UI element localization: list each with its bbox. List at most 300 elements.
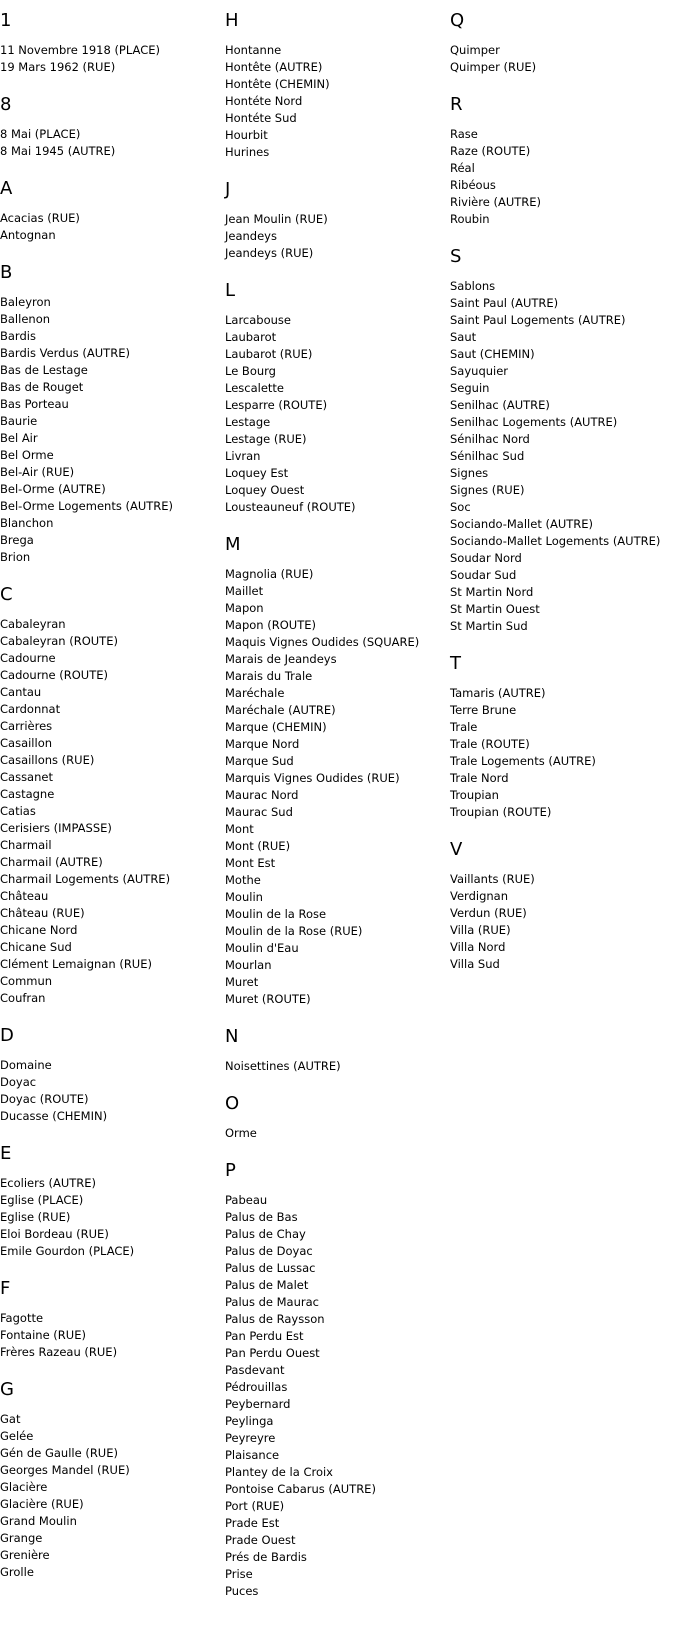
street-list-item [0, 1091, 225, 1108]
street-link[interactable]: Marque (CHEMIN) [225, 720, 327, 734]
street-link[interactable]: Hontéte Nord [225, 94, 303, 108]
street-list-item [225, 600, 450, 617]
street-link[interactable]: 11 Novembre 1918 (PLACE) [0, 43, 160, 57]
street-link[interactable]: Troupian [450, 788, 499, 802]
street-link[interactable]: Signes [450, 466, 489, 480]
street-link[interactable]: Senilhac Logements (AUTRE) [450, 415, 618, 429]
street-link[interactable]: Verdun (RUE) [450, 906, 527, 920]
street-list-item [0, 1513, 225, 1530]
street-list-item [0, 1175, 225, 1192]
street-list-item [225, 1243, 450, 1260]
street-link[interactable]: Soudar Sud [450, 568, 517, 582]
street-link[interactable]: Frères Razeau (RUE) [0, 1345, 118, 1359]
street-link[interactable]: Mapon [225, 601, 264, 615]
street-list [0, 42, 225, 76]
street-link[interactable]: Charmail [0, 838, 52, 852]
street-link[interactable]: Tamaris (AUTRE) [450, 686, 546, 700]
street-link[interactable]: Quimper [450, 43, 500, 57]
street-link[interactable]: Larcabouse [225, 313, 291, 327]
letter-group [0, 178, 225, 244]
street-list-item [225, 634, 450, 651]
street-list-item [225, 889, 450, 906]
street-list-item [450, 312, 675, 329]
street-link[interactable]: Castagne [0, 787, 55, 801]
street-link[interactable]: Mont Est [225, 856, 276, 870]
street-link[interactable]: Casaillons (RUE) [0, 753, 95, 767]
street-list-item [225, 93, 450, 110]
street-link[interactable]: Lesparre (ROUTE) [225, 398, 328, 412]
street-link[interactable]: Grange [0, 1531, 43, 1545]
street-link[interactable]: Rivière (AUTRE) [450, 195, 542, 209]
street-link[interactable]: 8 Mai 1945 (AUTRE) [0, 144, 116, 158]
street-link[interactable]: Muret (ROUTE) [225, 992, 311, 1006]
street-list-item [450, 702, 675, 719]
street-list-item [0, 922, 225, 939]
street-link[interactable]: Antognan [0, 228, 56, 242]
street-link[interactable]: St Martin Sud [450, 619, 528, 633]
street-list-item [0, 126, 225, 143]
street-list-item [225, 1549, 450, 1566]
street-link[interactable]: Troupian (ROUTE) [450, 805, 552, 819]
street-link[interactable]: Prade Est [225, 1516, 280, 1530]
street-list-item [0, 752, 225, 769]
street-link[interactable]: Saut (CHEMIN) [450, 347, 535, 361]
street-list-item [225, 787, 450, 804]
street-list-item [0, 820, 225, 837]
street-list-item [225, 1583, 450, 1600]
street-list-item [0, 769, 225, 786]
street-link[interactable]: Palus de Lussac [225, 1261, 316, 1275]
street-link[interactable]: Soc [450, 500, 471, 514]
street-link[interactable]: Vaillants (RUE) [450, 872, 535, 886]
street-list-item [0, 718, 225, 735]
street-list-item [225, 465, 450, 482]
street-link[interactable]: Sociando-Mallet Logements (AUTRE) [450, 534, 661, 548]
street-list-item [450, 956, 675, 973]
street-link[interactable]: Moulin [225, 890, 263, 904]
street-list-item [0, 616, 225, 633]
street-link[interactable]: Trale (ROUTE) [450, 737, 530, 751]
street-link[interactable]: Mothe [225, 873, 261, 887]
street-list-item [450, 550, 675, 567]
street-link[interactable]: Cadourne (ROUTE) [0, 668, 108, 682]
street-link[interactable]: Seguin [450, 381, 490, 395]
street-list-item [0, 939, 225, 956]
street-link[interactable]: Saint Paul Logements (AUTRE) [450, 313, 626, 327]
street-link[interactable]: Doyac [0, 1075, 37, 1089]
street-list-item [450, 533, 675, 550]
street-list [450, 278, 675, 635]
street-link[interactable]: Glacière (RUE) [0, 1497, 84, 1511]
street-link[interactable]: Fagotte [0, 1311, 44, 1325]
street-link[interactable]: Villa Sud [450, 957, 500, 971]
street-link[interactable]: Hourbit [225, 128, 268, 142]
street-link[interactable]: Lescalette [225, 381, 285, 395]
street-list-item [0, 837, 225, 854]
street-link[interactable]: Loquey Est [225, 466, 289, 480]
street-link[interactable]: Saint Paul (AUTRE) [450, 296, 559, 310]
street-link[interactable]: Palus de Doyac [225, 1244, 313, 1258]
street-list-item [450, 295, 675, 312]
street-link[interactable]: St Martin Nord [450, 585, 534, 599]
street-list-item [450, 397, 675, 414]
street-link[interactable]: Réal [450, 161, 475, 175]
street-list [225, 566, 450, 1008]
street-link[interactable]: Charmail Logements (AUTRE) [0, 872, 171, 886]
letter-group [0, 10, 225, 76]
street-link[interactable]: Maurac Nord [225, 788, 299, 802]
street-list-item [0, 1108, 225, 1125]
street-list-item [0, 396, 225, 413]
letter-group [225, 1160, 450, 1600]
street-link[interactable]: Villa (RUE) [450, 923, 511, 937]
street-link[interactable]: Cabaleyran [0, 617, 66, 631]
street-list-item [0, 532, 225, 549]
street-link[interactable]: Pan Perdu Ouest [225, 1346, 320, 1360]
street-link[interactable]: Sayuquier [450, 364, 509, 378]
street-link[interactable]: Laubarot (RUE) [225, 347, 313, 361]
street-link[interactable]: Palus de Raysson [225, 1312, 325, 1326]
letter-heading: S [450, 246, 462, 267]
street-link[interactable]: St Martin Ouest [450, 602, 540, 616]
street-link[interactable]: Marais du Trale [225, 669, 313, 683]
street-link[interactable]: Mapon (ROUTE) [225, 618, 316, 632]
street-link[interactable]: Pabeau [225, 1193, 268, 1207]
street-list-item [225, 668, 450, 685]
street-link[interactable]: Ribéous [450, 178, 496, 192]
street-list-item [450, 888, 675, 905]
street-list-item [225, 1532, 450, 1549]
street-list-item [225, 1379, 450, 1396]
street-link[interactable]: Sociando-Mallet (AUTRE) [450, 517, 594, 531]
street-link[interactable]: Livran [225, 449, 261, 463]
street-list-item [0, 1496, 225, 1513]
street-link[interactable]: Eglise (PLACE) [0, 1193, 84, 1207]
street-link[interactable]: Lestage [225, 415, 271, 429]
street-link[interactable]: Sénilhac Nord [450, 432, 530, 446]
street-link[interactable]: Eglise (RUE) [0, 1210, 71, 1224]
street-link[interactable]: Grand Moulin [0, 1514, 77, 1528]
street-link[interactable]: Trale [450, 720, 478, 734]
street-link[interactable]: Cardonnat [0, 702, 61, 716]
street-list-item [450, 278, 675, 295]
street-link[interactable]: Maquis Vignes Oudides (SQUARE) [225, 635, 420, 649]
letter-group [225, 179, 450, 262]
street-list-item [450, 211, 675, 228]
street-list-item [450, 465, 675, 482]
street-link[interactable]: Le Bourg [225, 364, 276, 378]
street-link[interactable]: Bardis [0, 329, 36, 343]
street-link[interactable]: Pontoise Cabarus (AUTRE) [225, 1482, 376, 1496]
street-link[interactable]: Maréchale [225, 686, 285, 700]
street-link[interactable]: Jeandeys (RUE) [225, 246, 314, 260]
street-link[interactable]: Gelée [0, 1429, 34, 1443]
street-link[interactable]: Fontaine (RUE) [0, 1328, 86, 1342]
street-link[interactable]: Bel Orme [0, 448, 54, 462]
street-link[interactable]: Catias [0, 804, 36, 818]
street-link[interactable]: Palus de Chay [225, 1227, 306, 1241]
street-list-item [225, 957, 450, 974]
street-link[interactable]: Clément Lemaignan (RUE) [0, 957, 152, 971]
street-link[interactable]: Château [0, 889, 49, 903]
street-link[interactable]: Hontête (CHEMIN) [225, 77, 330, 91]
street-link[interactable]: Loquey Ouest [225, 483, 305, 497]
street-list-item [450, 448, 675, 465]
street-list-item [225, 1345, 450, 1362]
street-list-item [0, 42, 225, 59]
street-list-item [0, 701, 225, 718]
street-list-item [0, 59, 225, 76]
street-link[interactable]: Cassanet [0, 770, 53, 784]
street-link[interactable]: Ducasse (CHEMIN) [0, 1109, 108, 1123]
street-link[interactable]: Bel-Air (RUE) [0, 465, 75, 479]
street-list-item [225, 245, 450, 262]
street-link[interactable]: Trale Nord [450, 771, 509, 785]
street-list-item [450, 685, 675, 702]
street-list-item [225, 228, 450, 245]
street-list-item [450, 363, 675, 380]
street-link[interactable]: Palus de Malet [225, 1278, 309, 1292]
street-list-item [450, 922, 675, 939]
street-list-item [0, 328, 225, 345]
street-link[interactable]: Brega [0, 533, 34, 547]
street-list-item [225, 1447, 450, 1464]
street-link[interactable]: Pan Perdu Est [225, 1329, 304, 1343]
letter-group [450, 94, 675, 228]
street-list-item [0, 1445, 225, 1462]
street-link[interactable]: Georges Mandel (RUE) [0, 1463, 130, 1477]
street-link[interactable]: Prise [225, 1567, 253, 1581]
street-link[interactable]: Gat [0, 1412, 21, 1426]
street-list-item [225, 736, 450, 753]
letter-group [0, 94, 225, 160]
street-link[interactable]: Casaillon [0, 736, 53, 750]
letter-group [225, 10, 450, 161]
street-link[interactable]: Chicane Sud [0, 940, 72, 954]
street-link[interactable]: Acacias (RUE) [0, 211, 80, 225]
street-link[interactable]: Coufran [0, 991, 46, 1005]
street-link[interactable]: Lestage (RUE) [225, 432, 307, 446]
street-link[interactable]: Jean Moulin (RUE) [225, 212, 328, 226]
street-link[interactable]: Doyac (ROUTE) [0, 1092, 89, 1106]
street-link[interactable]: Ecoliers (AUTRE) [0, 1176, 97, 1190]
street-list-item [225, 42, 450, 59]
letter-group [450, 653, 675, 821]
street-link[interactable]: Quimper (RUE) [450, 60, 537, 74]
street-link[interactable]: Domaine [0, 1058, 52, 1072]
street-list-item [0, 1243, 225, 1260]
street-link[interactable]: Peyreyre [225, 1431, 276, 1445]
street-link[interactable]: Commun [0, 974, 53, 988]
street-link[interactable]: Roubin [450, 212, 490, 226]
street-list-item [0, 1462, 225, 1479]
street-list-item [225, 59, 450, 76]
street-link[interactable]: Bel-Orme Logements (AUTRE) [0, 499, 174, 513]
street-link[interactable]: Grenière [0, 1548, 50, 1562]
street-link[interactable]: Saut [450, 330, 477, 344]
letter-heading: C [0, 584, 13, 605]
letter-heading: E [0, 1143, 12, 1164]
street-link[interactable]: Moulin de la Rose [225, 907, 327, 921]
street-link[interactable]: Muret [225, 975, 259, 989]
street-link[interactable]: Baurie [0, 414, 38, 428]
street-link[interactable]: Bas de Lestage [0, 363, 88, 377]
street-link[interactable]: Marque Nord [225, 737, 300, 751]
letter-group [0, 1025, 225, 1125]
street-link[interactable]: Cantau [0, 685, 42, 699]
street-link[interactable]: Terre Brune [450, 703, 517, 717]
street-link[interactable]: Hontête (AUTRE) [225, 60, 323, 74]
street-list-item [0, 143, 225, 160]
street-link[interactable]: Senilhac (AUTRE) [450, 398, 550, 412]
street-list-item [0, 684, 225, 701]
street-link[interactable]: Noisettines (AUTRE) [225, 1059, 341, 1073]
street-link[interactable]: Glacière [0, 1480, 48, 1494]
street-list-item [225, 346, 450, 363]
letter-group [0, 1278, 225, 1361]
street-link[interactable]: Trale Logements (AUTRE) [450, 754, 596, 768]
street-list-item [450, 482, 675, 499]
street-list-item [450, 567, 675, 584]
street-link[interactable]: Bas de Rouget [0, 380, 84, 394]
street-link[interactable]: Plaisance [225, 1448, 280, 1462]
street-link[interactable]: Pasdevant [225, 1363, 285, 1377]
street-list-item [225, 1430, 450, 1447]
street-list-item [0, 973, 225, 990]
street-list-item [0, 294, 225, 311]
street-link[interactable]: Pédrouillas [225, 1380, 288, 1394]
street-link[interactable]: Cerisiers (IMPASSE) [0, 821, 112, 835]
street-link[interactable]: Prés de Bardis [225, 1550, 307, 1564]
street-list [0, 1310, 225, 1361]
street-link[interactable]: Hurines [225, 145, 270, 159]
street-list-item [450, 905, 675, 922]
street-link[interactable]: Ballenon [0, 312, 51, 326]
street-link[interactable]: Villa Nord [450, 940, 506, 954]
street-link[interactable]: Chicane Nord [0, 923, 78, 937]
letter-heading: L [225, 280, 236, 301]
street-link[interactable]: Port (RUE) [225, 1499, 285, 1513]
street-list-item [225, 719, 450, 736]
street-link[interactable]: Brion [0, 550, 31, 564]
street-list-item [225, 685, 450, 702]
street-link[interactable]: Maurac Sud [225, 805, 293, 819]
street-list-item [225, 1125, 450, 1142]
street-link[interactable]: Lousteauneuf (ROUTE) [225, 500, 356, 514]
street-link[interactable]: Carrières [0, 719, 53, 733]
street-list-item [225, 940, 450, 957]
street-link[interactable]: Verdignan [450, 889, 508, 903]
street-link[interactable]: Peylinga [225, 1414, 274, 1428]
street-list-item [225, 566, 450, 583]
letter-group [225, 534, 450, 1008]
street-link[interactable]: Magnolia (RUE) [225, 567, 314, 581]
street-link[interactable]: Maréchale (AUTRE) [225, 703, 336, 717]
street-list [225, 312, 450, 516]
street-link[interactable]: Marais de Jeandeys [225, 652, 337, 666]
street-list-item [0, 413, 225, 430]
street-list-item [225, 991, 450, 1008]
street-link[interactable]: Raze (ROUTE) [450, 144, 531, 158]
letter-heading: N [225, 1026, 239, 1047]
street-list-item [225, 414, 450, 431]
street-link[interactable]: Bas Porteau [0, 397, 69, 411]
street-list-item [225, 1362, 450, 1379]
street-link[interactable]: Emile Gourdon (PLACE) [0, 1244, 135, 1258]
street-link[interactable]: Bel Air [0, 431, 38, 445]
street-link[interactable]: Château (RUE) [0, 906, 85, 920]
street-link[interactable]: Sablons [450, 279, 496, 293]
street-link[interactable]: Moulin d'Eau [225, 941, 299, 955]
letter-group [450, 246, 675, 635]
street-list-item [225, 1226, 450, 1243]
street-link[interactable]: Maillet [225, 584, 264, 598]
street-link[interactable]: Plantey de la Croix [225, 1465, 333, 1479]
street-list [225, 42, 450, 161]
street-list [0, 1175, 225, 1260]
street-link[interactable]: 8 Mai (PLACE) [0, 127, 81, 141]
street-list [450, 685, 675, 821]
street-link[interactable]: Moulin de la Rose (RUE) [225, 924, 363, 938]
street-list [450, 871, 675, 973]
street-link[interactable]: Hontéte Sud [225, 111, 297, 125]
street-link[interactable]: Eloi Bordeau (RUE) [0, 1227, 109, 1241]
street-link[interactable]: Rase [450, 127, 478, 141]
street-link[interactable]: Mourlan [225, 958, 272, 972]
street-link[interactable]: Grolle [0, 1565, 34, 1579]
street-list [0, 1057, 225, 1125]
street-index-column-3 [450, 0, 675, 991]
street-link[interactable]: Puces [225, 1584, 259, 1598]
street-link[interactable]: Orme [225, 1126, 257, 1140]
street-link[interactable]: Bel-Orme (AUTRE) [0, 482, 106, 496]
street-link[interactable]: Peybernard [225, 1397, 291, 1411]
street-link[interactable]: Bardis Verdus (AUTRE) [0, 346, 130, 360]
street-link[interactable]: Laubarot [225, 330, 277, 344]
street-list [225, 1125, 450, 1142]
street-link[interactable]: Signes (RUE) [450, 483, 525, 497]
street-link[interactable]: 19 Mars 1962 (RUE) [0, 60, 116, 74]
street-link[interactable]: Mont (RUE) [225, 839, 291, 853]
street-link[interactable]: Cabaleyran (ROUTE) [0, 634, 118, 648]
street-link[interactable]: Marquis Vignes Oudides (RUE) [225, 771, 400, 785]
street-link[interactable]: Hontanne [225, 43, 282, 57]
street-link[interactable]: Palus de Maurac [225, 1295, 319, 1309]
street-list-item [450, 42, 675, 59]
street-link[interactable]: Sénilhac Sud [450, 449, 525, 463]
street-link[interactable]: Jeandeys [225, 229, 277, 243]
street-list-item [0, 1564, 225, 1581]
street-link[interactable]: Baleyron [0, 295, 51, 309]
street-link[interactable]: Gén de Gaulle (RUE) [0, 1446, 118, 1460]
street-link[interactable]: Blanchon [0, 516, 54, 530]
street-list-item [450, 719, 675, 736]
street-link[interactable]: Prade Ouest [225, 1533, 296, 1547]
street-link[interactable]: Soudar Nord [450, 551, 522, 565]
street-link[interactable]: Mont [225, 822, 254, 836]
street-link[interactable]: Marque Sud [225, 754, 294, 768]
letter-heading: O [225, 1093, 240, 1114]
letter-group [450, 10, 675, 76]
street-list-item [0, 871, 225, 888]
street-list-item [0, 633, 225, 650]
street-list-item [0, 362, 225, 379]
street-link[interactable]: Charmail (AUTRE) [0, 855, 103, 869]
street-list-item [0, 803, 225, 820]
street-link[interactable]: Palus de Bas [225, 1210, 298, 1224]
letter-heading: B [0, 262, 13, 283]
street-link[interactable]: Cadourne [0, 651, 56, 665]
